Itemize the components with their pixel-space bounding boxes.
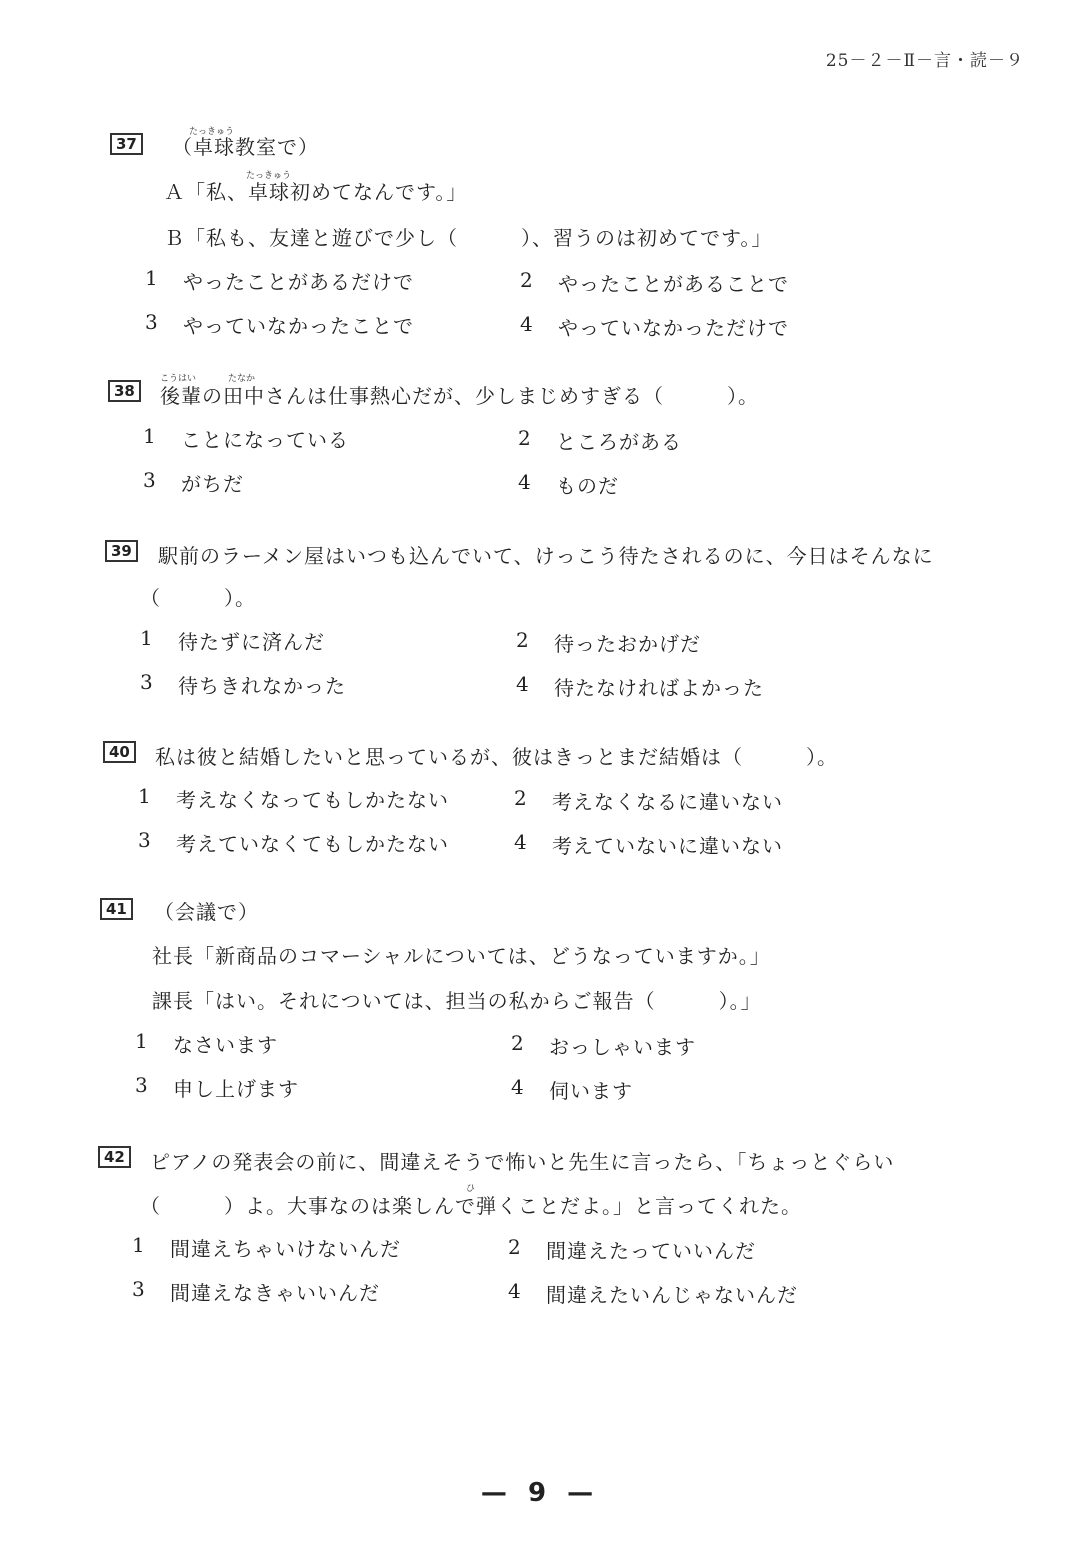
option-number: 1 [140, 626, 153, 650]
furigana: たっきゅう [189, 127, 235, 137]
option-number: 1 [143, 424, 156, 448]
option-number: 3 [138, 828, 151, 852]
option-text[interactable]: 待ちきれなかった [178, 674, 346, 698]
option-text[interactable]: 間違えたっていいんだ [546, 1239, 756, 1263]
question-line: 後輩の田中さんは仕事熱心だが、少しまじめすぎる（ ）。 [160, 384, 759, 408]
option-number: 3 [135, 1073, 148, 1097]
option-number: 2 [511, 1031, 524, 1055]
option-text[interactable]: やったことがあることで [558, 272, 789, 296]
option-number: 4 [516, 672, 529, 696]
option-text[interactable]: ことになっている [181, 428, 349, 452]
option-number: 1 [135, 1029, 148, 1053]
question-line: 私は彼と結婚したいと思っているが、彼はきっとまだ結婚は（ ）。 [155, 745, 838, 769]
option-text[interactable]: 待たずに済んだ [178, 630, 325, 654]
dialogue-line: 社長「新商品のコマーシャルについては、どうなっていますか。」 [152, 944, 771, 968]
option-number: 3 [145, 310, 158, 334]
option-text[interactable]: 待ったおかげだ [554, 632, 701, 656]
option-text[interactable]: ところがある [556, 430, 682, 454]
question-number: 37 [110, 133, 143, 155]
question-number: 41 [100, 898, 133, 920]
furigana: ひ [466, 1184, 476, 1194]
option-number: 2 [508, 1235, 521, 1259]
option-number: 3 [143, 468, 156, 492]
furigana: たっきゅう [246, 171, 292, 181]
option-number: 2 [520, 268, 533, 292]
option-text[interactable]: ものだ [556, 474, 619, 498]
question-line: （卓球教室で） [172, 135, 319, 159]
option-text[interactable]: やっていなかったことで [183, 314, 414, 338]
dialogue-line: Ａ「私、卓球初めてなんです。」 [164, 180, 468, 204]
page-code: 25－２－Ⅱ－言・読－９ [825, 51, 1024, 71]
question-number: 40 [103, 741, 136, 763]
option-number: 3 [140, 670, 153, 694]
option-number: 4 [511, 1075, 524, 1099]
page-number: — 9 — [480, 1478, 600, 1508]
question-line: （会議で） [154, 900, 259, 924]
option-number: 3 [132, 1277, 145, 1301]
question-number: 42 [98, 1146, 131, 1168]
option-number: 4 [508, 1279, 521, 1303]
option-text[interactable]: 伺います [549, 1079, 633, 1103]
question-number: 39 [105, 540, 138, 562]
option-number: 2 [518, 426, 531, 450]
option-number: 2 [514, 786, 527, 810]
option-text[interactable]: 申し上げます [173, 1077, 299, 1101]
option-text[interactable]: おっしゃいます [549, 1035, 696, 1059]
option-number: 4 [514, 830, 527, 854]
option-text[interactable]: 間違えちゃいけないんだ [170, 1237, 401, 1261]
option-number: 4 [518, 470, 531, 494]
option-text[interactable]: 考えていなくてもしかたない [176, 832, 449, 856]
option-text[interactable]: がちだ [181, 472, 244, 496]
option-text[interactable]: 考えていないに違いない [552, 834, 783, 858]
option-text[interactable]: 待たなければよかった [554, 676, 764, 700]
option-text[interactable]: 間違えたいんじゃないんだ [546, 1283, 798, 1307]
question-number: 38 [108, 380, 141, 402]
option-number: 1 [138, 784, 151, 808]
question-line: （ ）。 [140, 586, 256, 610]
furigana: たなか [228, 374, 256, 384]
option-number: 4 [520, 312, 533, 336]
option-text[interactable]: 考えなくなってもしかたない [176, 788, 449, 812]
option-number: 2 [516, 628, 529, 652]
dialogue-line: 課長「はい。それについては、担当の私からご報告（ ）。」 [152, 989, 762, 1013]
option-number: 1 [145, 266, 158, 290]
question-line: ピアノの発表会の前に、間違えそうで怖いと先生に言ったら、「ちょっとぐらい [150, 1150, 895, 1174]
question-line: （ ）よ。大事なのは楽しんで弾くことだよ。」と言ってくれた。 [140, 1194, 802, 1218]
dialogue-line: Ｂ「私も、友達と遊びで少し（ ）、習うのは初めてです。」 [164, 226, 773, 250]
option-text[interactable]: やったことがあるだけで [183, 270, 414, 294]
option-text[interactable]: 間違えなきゃいいんだ [170, 1281, 380, 1305]
furigana: こうはい [160, 374, 197, 384]
option-text[interactable]: 考えなくなるに違いない [552, 790, 783, 814]
option-text[interactable]: やっていなかっただけで [558, 316, 789, 340]
option-text[interactable]: なさいます [173, 1033, 278, 1057]
option-number: 1 [132, 1233, 145, 1257]
question-line: 駅前のラーメン屋はいつも込んでいて、けっこう待たされるのに、今日はそんなに [158, 544, 934, 568]
